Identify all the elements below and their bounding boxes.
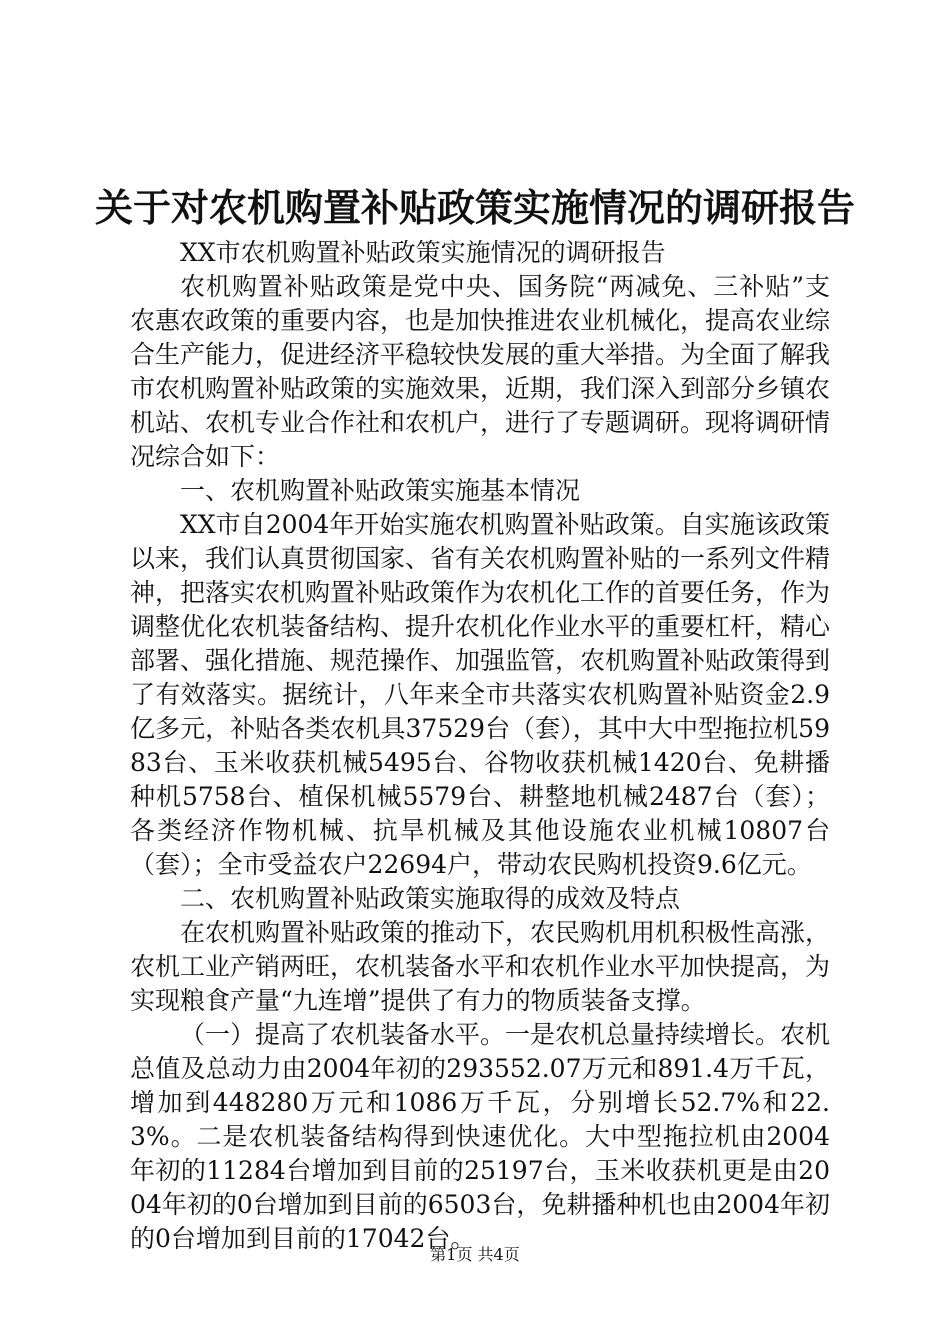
page-footer: 第1页 共4页 bbox=[430, 1245, 520, 1264]
subsection-1-paragraph: （一）提高了农机装备水平。一是农机总量持续增长。农机总值及总动力由2004年初的293552.07万元和891.4万千瓦，增加到448280万元和1086万千瓦，分别增长52.7%和22.3%。二是农机装备结构得到快速优化。大中型拖拉机由2004年初的11284台增加到目前的25197台，玉米收获机更是由2004年初的0台增加到目前的6503台，免耕播种机也由2004年初的0台增加到目前的17042台。 bbox=[130, 1020, 831, 1253]
section-heading-1: 一、农机购置补贴政策实施基本情况 bbox=[180, 476, 581, 505]
section-1-paragraph: XX市自2004年开始实施农机购置补贴政策。自实施该政策以来，我们认真贯彻国家、省有关农机购置补贴的一系列文件精神，把落实农机购置补贴政策作为农机化工作的首要任务，作为调整优化农机装备结构、提升农机化作业水平的重要杠杆，精心部署、强化措施、规范操作、加强监管，农机购置补贴政策得到了有效落实。据统计，八年来全市共落实农机购置补贴资金2.9亿多元，补贴各类农机具37529台（套），其中大中型拖拉机5983台、玉米收获机械5495台、谷物收获机械1420台、免耕播种机5758台、植保机械5579台、耕整地机械2487台（套）；各类经济作物机械、抗旱机械及其他设施农业机械10807台（套）；全市受益农户22694户，带动农民购机投资9.6亿元。 bbox=[130, 510, 831, 879]
section-heading-2: 二、农机购置补贴政策实施取得的成效及特点 bbox=[180, 884, 681, 913]
document-body bbox=[130, 236, 830, 1256]
section-2-paragraph: 在农机购置补贴政策的推动下，农民购机用机积极性高涨，农机工业产销两旺，农机装备水平和农机作业水平加快提高，为实现粮食产量“九连增”提供了有力的物质装备支撑。 bbox=[130, 918, 831, 1015]
report-subtitle: XX市农机购置补贴政策实施情况的调研报告 bbox=[180, 238, 666, 267]
document-title: 关于对农机购置补贴政策实施情况的调研报告 bbox=[94, 185, 855, 230]
intro-paragraph: 农机购置补贴政策是党中央、国务院“两减免、三补贴”支农惠农政策的重要内容，也是加快推进农业机械化，提高农业综合生产能力，促进经济平稳较快发展的重大举措。为全面了解我市农机购置补贴政策的实施效果，近期，我们深入到部分乡镇农机站、农机专业合作社和农机户，进行了专题调研。现将调研情况综合如下： bbox=[130, 272, 831, 471]
